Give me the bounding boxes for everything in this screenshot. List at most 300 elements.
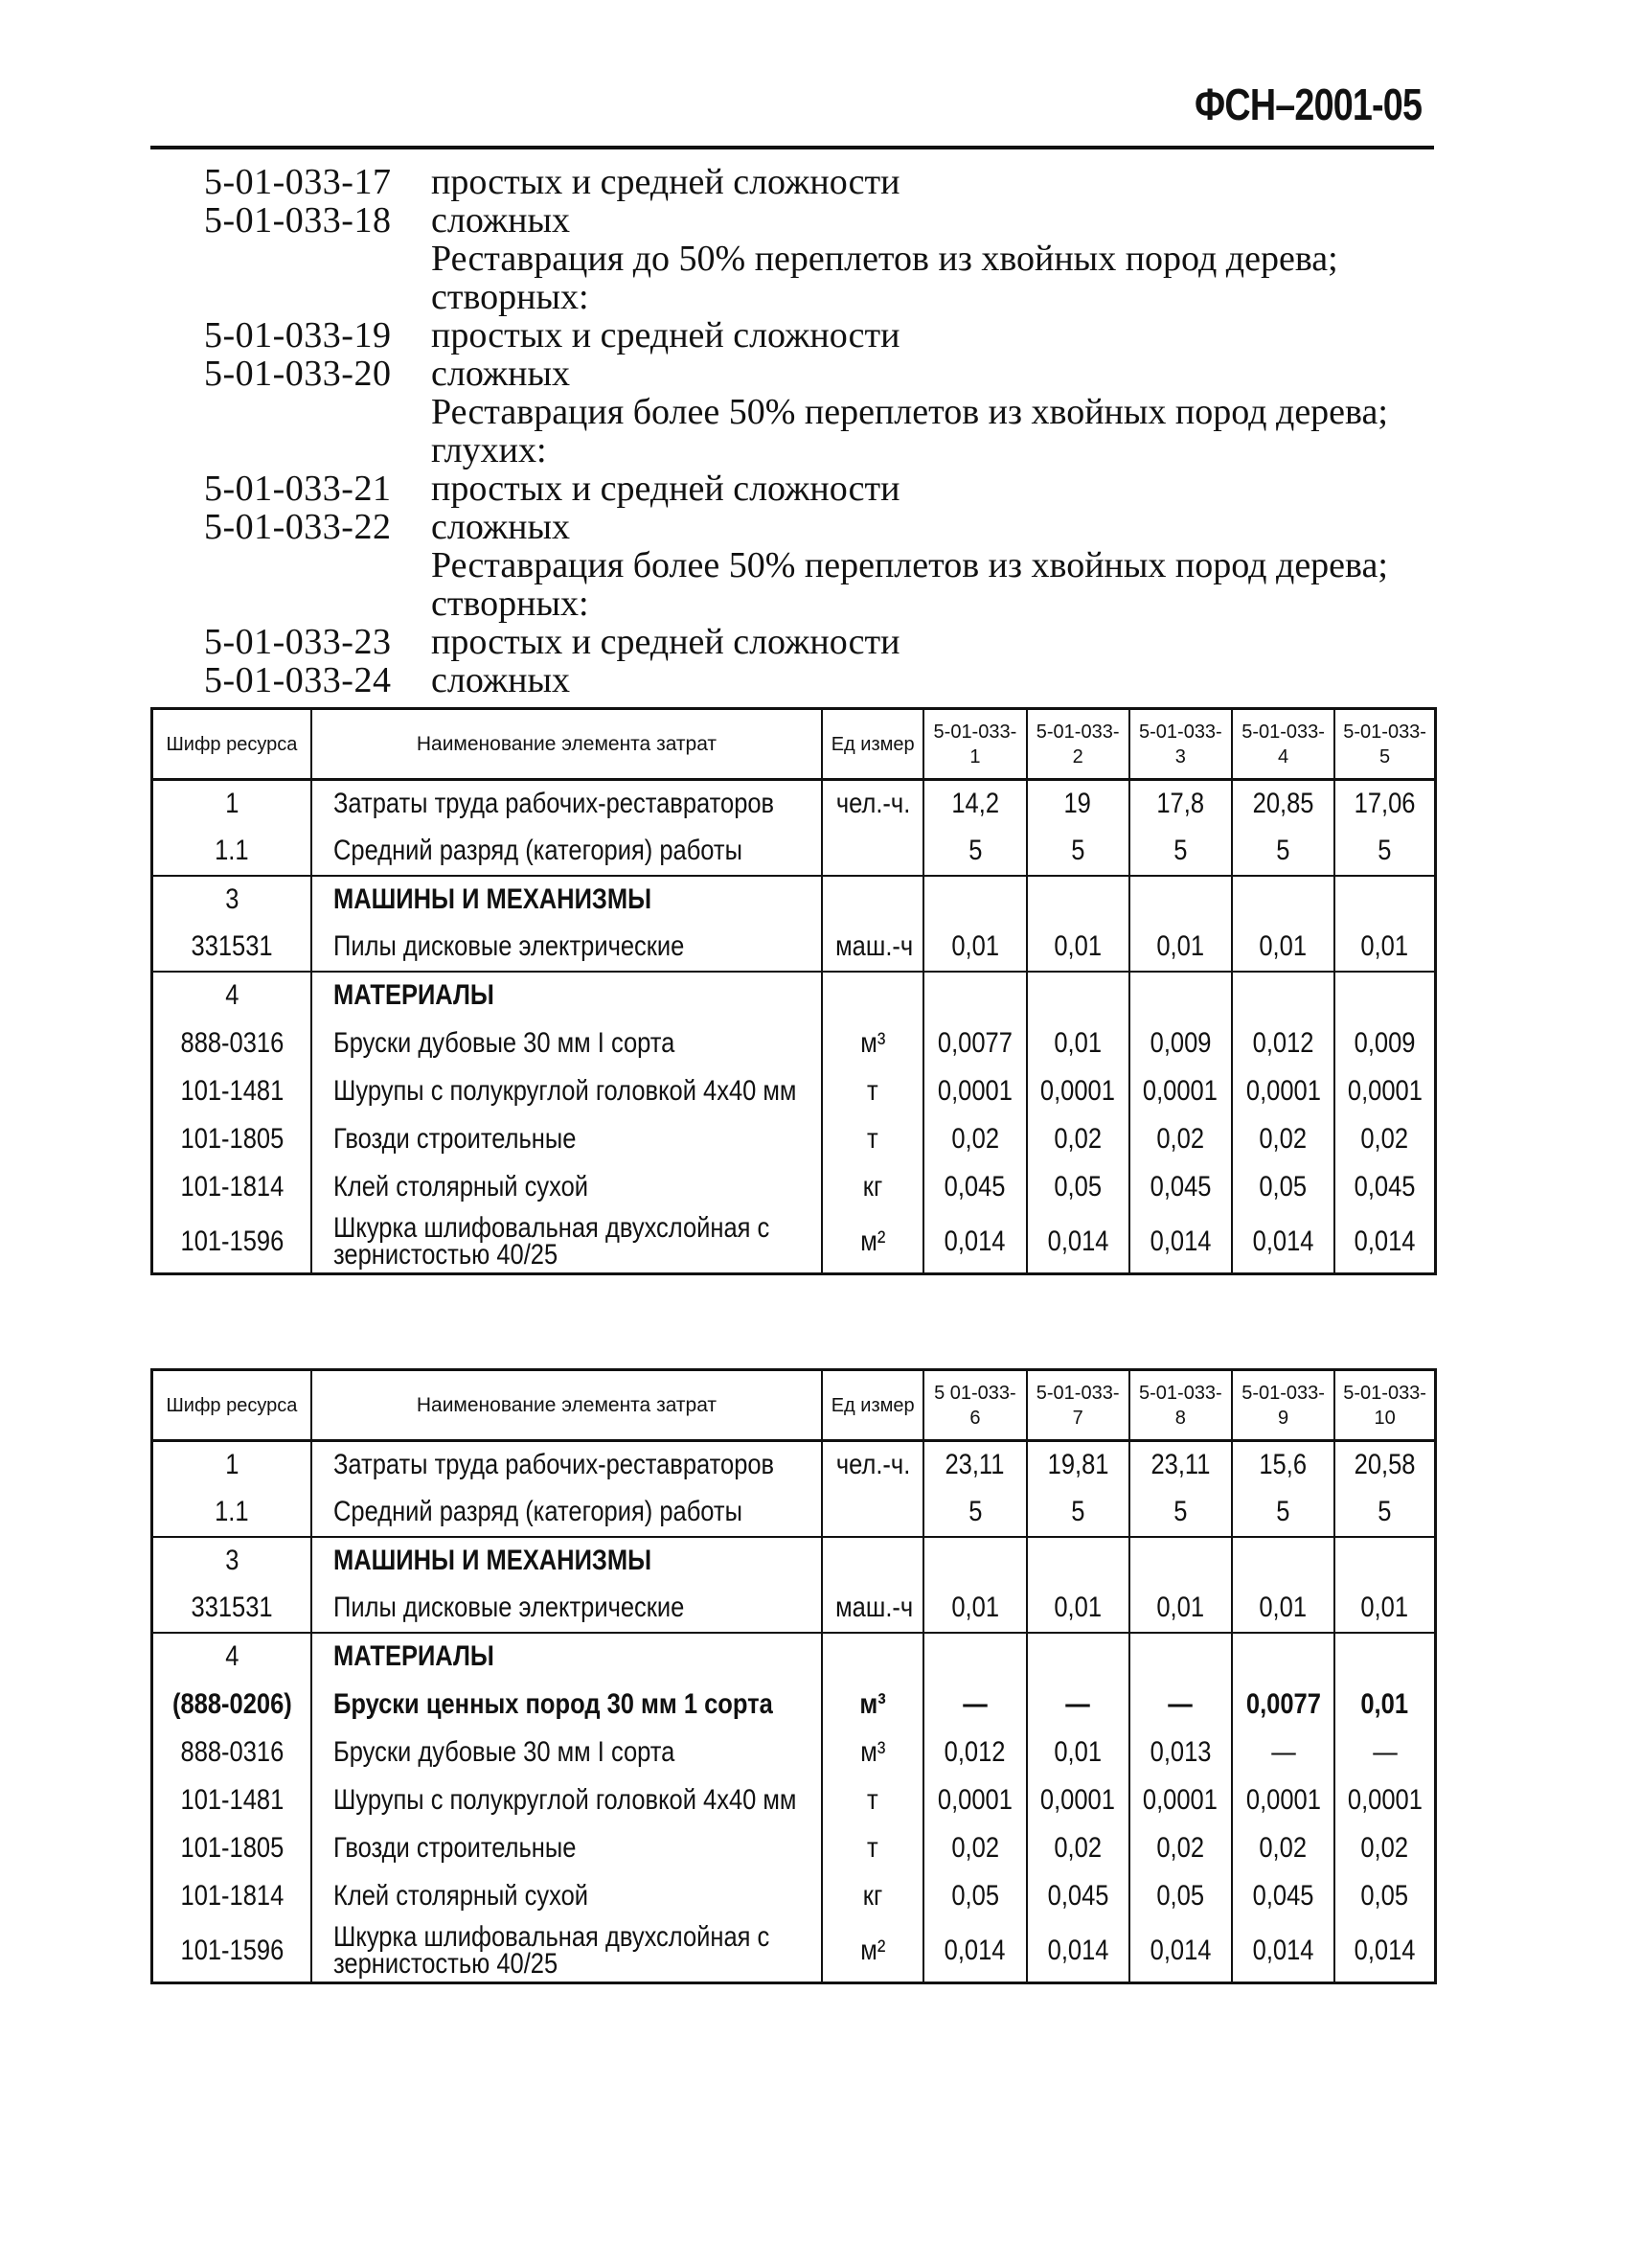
value-cell-text: 17,06: [1354, 788, 1416, 820]
value-cell-text: 0,01: [951, 1592, 999, 1623]
value-cell: [1129, 1920, 1232, 1983]
value-cell: [1232, 972, 1334, 1019]
value-cell: [1027, 1019, 1129, 1067]
entry-row: [204, 355, 1440, 393]
value-cell: [1129, 1681, 1232, 1729]
value-cell: [1027, 1633, 1129, 1681]
value-cell: [1232, 1920, 1334, 1983]
value-cell-text: 0,045: [1150, 1170, 1212, 1203]
resource-code-cell: [152, 1681, 311, 1729]
entry-code: [204, 546, 431, 584]
value-cell: [1334, 1211, 1435, 1274]
value-cell-text: 0,01: [951, 930, 999, 962]
value-cell-text: 0,014: [1354, 1934, 1416, 1966]
value-cell: [1232, 1872, 1334, 1920]
value-cell: [1129, 1824, 1232, 1872]
value-cell: [1334, 1776, 1435, 1824]
value-cell: [1232, 1115, 1334, 1163]
value-cell-text: 0,01: [1259, 1592, 1308, 1623]
value-cell: [1129, 1872, 1232, 1920]
entry-row: [204, 240, 1440, 278]
value-cell: [923, 780, 1026, 828]
cost-element-name-cell-text: Шкурка шлифовальная двухслойная с зернистостью 40/25: [332, 1920, 770, 1980]
entry-code: 5-01-033-22: [204, 507, 392, 547]
value-cell: [1027, 1585, 1129, 1633]
cost-element-name-cell: [311, 1489, 822, 1537]
column-header: 5-01-033-7: [1027, 1370, 1129, 1441]
table-row: [152, 1067, 1436, 1115]
unit-cell-text: м²: [860, 1225, 886, 1257]
cost-element-name-cell: [311, 1872, 822, 1920]
value-cell-text: 20,58: [1354, 1449, 1416, 1481]
value-cell-text: 5: [1071, 835, 1085, 866]
value-cell-text: 0,0001: [937, 1783, 1013, 1816]
value-cell: [1334, 1585, 1435, 1633]
value-cell-text: 0,01: [1156, 1592, 1205, 1623]
value-cell: [1232, 1441, 1334, 1489]
value-cell-text: 0,01: [1054, 1026, 1102, 1059]
value-cell: [1027, 1920, 1129, 1983]
value-cell-text: 5: [1173, 1496, 1188, 1527]
resource-code-cell-text: 101-1805: [180, 1831, 284, 1864]
value-cell-text: 0,0077: [937, 1026, 1013, 1059]
value-cell-text: 0,014: [1047, 1225, 1109, 1257]
value-cell: [1232, 1537, 1334, 1585]
entry-code: 5-01-033-23: [204, 622, 392, 662]
value-cell: [1129, 1489, 1232, 1537]
document-code: ФСН–2001-05: [1194, 80, 1422, 129]
table-row: [152, 1115, 1436, 1163]
entry-code: [204, 431, 431, 470]
resource-table-2: [150, 1368, 1437, 1984]
entry-row: [204, 623, 1440, 661]
resource-code-cell-text: 101-1814: [180, 1879, 284, 1912]
value-cell: [1129, 780, 1232, 828]
table-row: [152, 1824, 1436, 1872]
value-cell: [1232, 1211, 1334, 1274]
value-cell: [923, 1729, 1026, 1776]
value-cell-text: 19,81: [1047, 1449, 1109, 1481]
value-cell-text: 0,0001: [1245, 1783, 1321, 1816]
cost-element-name-cell-text: Затраты труда рабочих-реставраторов: [332, 1449, 774, 1481]
unit-cell: [822, 1441, 923, 1489]
value-cell: [1129, 1115, 1232, 1163]
value-cell: [923, 972, 1026, 1019]
value-cell-text: 0,01: [1054, 1592, 1102, 1623]
entry-code: 5-01-033-24: [204, 660, 392, 700]
table-row: [152, 1776, 1436, 1824]
entry-code: 5-01-033-18: [204, 200, 392, 241]
cost-element-name-cell: [311, 1211, 822, 1274]
value-cell: [1334, 828, 1435, 876]
value-cell-text: 0,009: [1354, 1026, 1416, 1059]
value-cell: [1334, 1163, 1435, 1211]
value-cell-text: 23,11: [1150, 1449, 1211, 1481]
unit-cell: [822, 972, 923, 1019]
table-row: [152, 1211, 1436, 1274]
value-cell-text: 0,01: [1360, 930, 1409, 962]
value-cell-text: 15,6: [1259, 1449, 1308, 1481]
cost-element-name-cell: [311, 1067, 822, 1115]
cost-element-name-cell-text: МАТЕРИАЛЫ: [332, 1640, 494, 1672]
resource-code-cell-text: 331531: [191, 1592, 273, 1623]
table-row: [152, 828, 1436, 876]
value-cell: [1129, 972, 1232, 1019]
value-cell: [1334, 876, 1435, 924]
cost-element-name-cell-text: Клей столярный сухой: [332, 1879, 588, 1912]
column-header: 5-01-033-10: [1334, 1370, 1435, 1441]
table-row: [152, 1585, 1436, 1633]
value-cell: [923, 1824, 1026, 1872]
unit-cell: [822, 1489, 923, 1537]
entry-row: [204, 163, 1440, 201]
value-cell-text: 0,01: [1054, 930, 1102, 962]
value-cell: [1334, 972, 1435, 1019]
column-header: Шифр ресурса: [152, 1370, 311, 1441]
cost-element-name-cell: [311, 1681, 822, 1729]
entry-code: [204, 278, 431, 316]
entry-code: [204, 393, 431, 431]
resource-code-cell-text: 888-0316: [180, 1735, 284, 1768]
column-header: Наименование элемента затрат: [311, 1370, 822, 1441]
value-cell-text: 0,02: [1156, 1831, 1205, 1864]
value-cell-text: —: [1270, 1735, 1296, 1768]
cost-element-name-cell-text: Средний разряд (категория) работы: [332, 835, 742, 866]
resource-code-cell-text: 331531: [191, 930, 273, 962]
value-cell: [1027, 924, 1129, 972]
table-row: [152, 1163, 1436, 1211]
value-cell-text: 23,11: [945, 1449, 1005, 1481]
table-row: [152, 780, 1436, 828]
value-cell: [1129, 1633, 1232, 1681]
cost-element-name-cell: [311, 1019, 822, 1067]
value-cell-text: 0,045: [1354, 1170, 1416, 1203]
unit-cell: [822, 1537, 923, 1585]
entry-row: [204, 201, 1440, 240]
cost-element-name-cell: [311, 828, 822, 876]
resource-code-cell-text: 101-1481: [180, 1783, 284, 1816]
value-cell: [1027, 1115, 1129, 1163]
cost-element-name-cell-text: Шурупы с полукруглой головкой 4х40 мм: [332, 1783, 797, 1816]
cost-element-name-cell: [311, 1163, 822, 1211]
value-cell: [923, 1776, 1026, 1824]
entry-row: [204, 584, 1440, 623]
unit-cell-text: чел.-ч.: [835, 1449, 910, 1481]
resource-code-cell-text: 3: [224, 883, 239, 915]
value-cell: [1232, 828, 1334, 876]
value-cell-text: 0,0077: [1245, 1687, 1321, 1720]
value-cell-text: 0,02: [1156, 1122, 1205, 1155]
resource-code-cell: [152, 1633, 311, 1681]
entry-text: простых и средней сложности: [431, 469, 900, 509]
value-cell-text: 0,012: [944, 1735, 1006, 1768]
value-cell: [1129, 1585, 1232, 1633]
entry-text: сложных: [431, 507, 571, 547]
value-cell-text: 0,014: [1252, 1934, 1314, 1966]
value-cell: [923, 1067, 1026, 1115]
value-cell: [1027, 780, 1129, 828]
column-header: Ед измер: [822, 1370, 923, 1441]
resource-code-cell: [152, 1163, 311, 1211]
cost-element-name-cell: [311, 1920, 822, 1983]
resource-code-cell: [152, 1067, 311, 1115]
resource-code-cell-text: 4: [224, 979, 239, 1011]
unit-cell-text: м²: [860, 1934, 886, 1966]
value-cell: [923, 1872, 1026, 1920]
entry-row: [204, 470, 1440, 508]
resource-code-cell-text: 1: [224, 1449, 239, 1481]
value-cell-text: 5: [968, 1496, 982, 1527]
cost-element-name-cell: [311, 876, 822, 924]
cost-element-name-cell-text: МАТЕРИАЛЫ: [332, 979, 494, 1011]
value-cell-text: 5: [1378, 835, 1392, 866]
resource-table-1: [150, 707, 1437, 1275]
column-header: Шифр ресурса: [152, 709, 311, 780]
table-row: [152, 1441, 1436, 1489]
header-rule: [150, 146, 1434, 149]
value-cell-text: 0,02: [1054, 1831, 1102, 1864]
value-cell: [923, 1163, 1026, 1211]
value-cell: [1232, 924, 1334, 972]
value-cell-text: 0,045: [944, 1170, 1006, 1203]
resource-code-cell: [152, 876, 311, 924]
resource-code-cell-text: (888-0206): [171, 1687, 292, 1720]
value-cell-text: 0,0001: [1143, 1074, 1219, 1107]
value-cell: [1334, 1729, 1435, 1776]
unit-cell-text: маш.-ч: [835, 1592, 914, 1623]
value-cell-text: 0,05: [1156, 1879, 1205, 1912]
cost-element-name-cell-text: Затраты труда рабочих-реставраторов: [332, 788, 774, 820]
entry-code: 5-01-033-19: [204, 315, 392, 355]
cost-element-name-cell: [311, 972, 822, 1019]
value-cell-text: 0,02: [1360, 1831, 1409, 1864]
value-cell-text: 0,014: [944, 1934, 1006, 1966]
value-cell: [923, 1537, 1026, 1585]
cost-element-name-cell: [311, 924, 822, 972]
value-cell: [1232, 1067, 1334, 1115]
value-cell-text: —: [1065, 1687, 1090, 1720]
column-header: 5-01-033-5: [1334, 709, 1435, 780]
value-cell: [1334, 1872, 1435, 1920]
unit-cell: [822, 876, 923, 924]
value-cell: [1232, 1824, 1334, 1872]
resource-code-cell-text: 1.1: [215, 1496, 249, 1527]
value-cell: [1027, 828, 1129, 876]
value-cell-text: 0,01: [1156, 930, 1205, 962]
table-row: [152, 1489, 1436, 1537]
value-cell-text: 0,02: [951, 1831, 999, 1864]
resource-code-cell: [152, 1824, 311, 1872]
value-cell: [923, 1489, 1026, 1537]
cost-element-name-cell: [311, 1115, 822, 1163]
value-cell: [1232, 1489, 1334, 1537]
value-cell: [1334, 780, 1435, 828]
value-cell: [1027, 1441, 1129, 1489]
cost-element-name-cell-text: Бруски дубовые 30 мм I сорта: [332, 1735, 675, 1768]
entry-text: Реставрация до 50% переплетов из хвойных пород дерева;: [431, 239, 1338, 279]
unit-cell: [822, 780, 923, 828]
entry-text: Реставрация более 50% переплетов из хвойных пород дерева;: [431, 392, 1388, 432]
value-cell: [923, 1441, 1026, 1489]
value-cell-text: 0,014: [1047, 1934, 1109, 1966]
resource-code-cell-text: 1.1: [215, 835, 249, 866]
resource-code-cell: [152, 1019, 311, 1067]
unit-cell: [822, 1633, 923, 1681]
value-cell-text: 5: [1276, 835, 1290, 866]
cost-element-name-cell-text: Бруски ценных пород 30 мм 1 сорта: [332, 1687, 773, 1720]
cost-element-name-cell: [311, 780, 822, 828]
entry-row: [204, 278, 1440, 316]
value-cell-text: 0,045: [1047, 1879, 1109, 1912]
value-cell: [923, 1019, 1026, 1067]
value-cell-text: 0,05: [1259, 1170, 1308, 1203]
value-cell-text: 0,01: [1259, 930, 1308, 962]
value-cell-text: 5: [1071, 1496, 1085, 1527]
value-cell: [1334, 1067, 1435, 1115]
value-cell: [1027, 1211, 1129, 1274]
entry-text: створных:: [431, 277, 589, 317]
value-cell: [1129, 1019, 1232, 1067]
cost-element-name-cell: [311, 1824, 822, 1872]
entry-row: [204, 546, 1440, 584]
unit-cell-text: т: [867, 1074, 878, 1107]
value-cell: [1334, 1115, 1435, 1163]
value-cell-text: 0,014: [1150, 1934, 1212, 1966]
value-cell-text: 0,05: [1360, 1879, 1409, 1912]
resource-code-cell-text: 101-1805: [180, 1122, 284, 1155]
value-cell: [1129, 1441, 1232, 1489]
value-cell-text: 19: [1063, 788, 1092, 820]
unit-cell-text: т: [867, 1831, 878, 1864]
unit-cell-text: кг: [862, 1879, 883, 1912]
entry-row: [204, 393, 1440, 431]
unit-cell-text: м³: [859, 1687, 886, 1720]
value-cell: [1232, 876, 1334, 924]
value-cell-text: 0,009: [1150, 1026, 1212, 1059]
unit-cell: [822, 1729, 923, 1776]
value-cell: [923, 1681, 1026, 1729]
entry-text: створных:: [431, 584, 589, 624]
value-cell: [1232, 780, 1334, 828]
value-cell: [923, 1211, 1026, 1274]
work-entries-list: [204, 163, 1440, 699]
value-cell-text: 0,0001: [1040, 1074, 1116, 1107]
unit-cell: [822, 1585, 923, 1633]
resource-code-cell: [152, 972, 311, 1019]
unit-cell-text: м³: [860, 1026, 886, 1059]
value-cell: [1334, 1537, 1435, 1585]
unit-cell: [822, 1163, 923, 1211]
value-cell-text: 0,014: [1252, 1225, 1314, 1257]
table-row: [152, 1920, 1436, 1983]
entry-code: [204, 584, 431, 623]
value-cell-text: 0,0001: [937, 1074, 1013, 1107]
cost-element-name-cell-text: Пилы дисковые электрические: [332, 930, 685, 962]
resource-code-cell: [152, 1441, 311, 1489]
value-cell: [923, 924, 1026, 972]
column-header: 5-01-033-4: [1232, 709, 1334, 780]
resource-code-cell-text: 888-0316: [180, 1026, 284, 1059]
cost-element-name-cell-text: Бруски дубовые 30 мм I сорта: [332, 1026, 675, 1059]
value-cell-text: 0,0001: [1245, 1074, 1321, 1107]
unit-cell: [822, 1115, 923, 1163]
value-cell: [923, 876, 1026, 924]
value-cell: [1129, 924, 1232, 972]
unit-cell-text: кг: [862, 1170, 883, 1203]
value-cell-text: 0,02: [1360, 1122, 1409, 1155]
cost-element-name-cell: [311, 1585, 822, 1633]
value-cell: [1027, 1824, 1129, 1872]
column-header: Наименование элемента затрат: [311, 709, 822, 780]
cost-element-name-cell-text: Гвозди строительные: [332, 1122, 577, 1155]
value-cell: [1232, 1585, 1334, 1633]
resource-code-cell-text: 4: [224, 1640, 239, 1672]
value-cell: [1334, 924, 1435, 972]
cost-element-name-cell: [311, 1441, 822, 1489]
entry-text: сложных: [431, 660, 571, 700]
unit-cell: [822, 1872, 923, 1920]
entry-row: [204, 508, 1440, 546]
cost-element-name-cell: [311, 1633, 822, 1681]
value-cell: [1027, 1681, 1129, 1729]
value-cell-text: 0,045: [1252, 1879, 1314, 1912]
value-cell-text: 14,2: [951, 788, 999, 820]
unit-cell-text: т: [867, 1122, 878, 1155]
value-cell: [1129, 1729, 1232, 1776]
value-cell: [1334, 1019, 1435, 1067]
resource-code-cell: [152, 1872, 311, 1920]
value-cell: [1129, 1537, 1232, 1585]
column-header: 5-01-033-3: [1129, 709, 1232, 780]
value-cell-text: 20,85: [1252, 788, 1314, 820]
value-cell: [1129, 828, 1232, 876]
value-cell: [1027, 1537, 1129, 1585]
value-cell: [1129, 1211, 1232, 1274]
value-cell-text: 0,014: [1150, 1225, 1212, 1257]
entry-code: 5-01-033-20: [204, 354, 392, 394]
table-row: [152, 924, 1436, 972]
value-cell-text: 0,014: [944, 1225, 1006, 1257]
value-cell-text: 0,05: [951, 1879, 999, 1912]
resource-code-cell: [152, 924, 311, 972]
table-row: [152, 1681, 1436, 1729]
unit-cell: [822, 1019, 923, 1067]
entry-text: простых и средней сложности: [431, 315, 900, 355]
value-cell: [923, 1920, 1026, 1983]
value-cell: [1334, 1920, 1435, 1983]
value-cell: [1334, 1824, 1435, 1872]
entry-text: сложных: [431, 354, 571, 394]
resource-code-cell: [152, 1729, 311, 1776]
table-header-row: [152, 709, 1436, 780]
cost-element-name-cell-text: Пилы дисковые электрические: [332, 1592, 685, 1623]
value-cell: [1027, 876, 1129, 924]
cost-element-name-cell-text: МАШИНЫ И МЕХАНИЗМЫ: [332, 883, 651, 915]
table-row: [152, 1729, 1436, 1776]
entry-row: [204, 431, 1440, 470]
value-cell-text: 0,01: [1360, 1687, 1409, 1720]
cost-element-name-cell: [311, 1537, 822, 1585]
unit-cell: [822, 924, 923, 972]
unit-cell-text: т: [867, 1783, 878, 1816]
value-cell: [1027, 1872, 1129, 1920]
unit-cell-text: маш.-ч: [835, 930, 914, 962]
table-row: [152, 1633, 1436, 1681]
entry-text: простых и средней сложности: [431, 622, 900, 662]
entry-row: [204, 316, 1440, 355]
value-cell-text: 0,02: [1054, 1122, 1102, 1155]
column-header: 5-01-033-2: [1027, 709, 1129, 780]
